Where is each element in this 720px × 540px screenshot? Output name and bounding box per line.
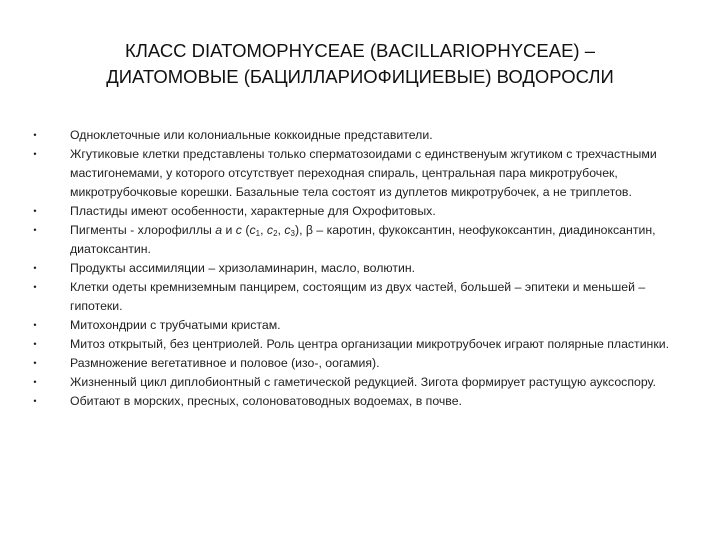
bullet-text: Клетки одеты кремниземным панцирем, состоящим из двух частей, большей – эпитеки и меньшей – гипотеки. xyxy=(70,280,646,313)
bullet-text: Обитают в морских, пресных, солоноватоводных водоемах, в почве. xyxy=(70,394,462,408)
bullet-item-unicellular xyxy=(30,126,680,145)
subscript-1: 1 xyxy=(255,229,261,238)
bullet-icon: • xyxy=(33,339,37,349)
bullet-icon: • xyxy=(33,225,37,235)
pigments-part: , xyxy=(260,223,267,237)
title-line-2: ДИАТОМОВЫЕ (БАЦИЛЛАРИОФИЦИЕВЫЕ) ВОДОРОСЛИ xyxy=(106,66,614,87)
slide-title xyxy=(40,38,680,90)
bullet-icon: • xyxy=(33,320,37,330)
bullet-item-frustule xyxy=(30,278,680,316)
bullet-text: Пластиды имеют особенности, характерные для Охрофитовых. xyxy=(70,204,436,218)
chlorophyll-c2: с xyxy=(266,223,274,237)
bullet-icon: • xyxy=(33,206,37,216)
bullet-list xyxy=(30,126,680,411)
chlorophyll-c1: с xyxy=(249,223,256,237)
chlorophyll-c3: с xyxy=(284,223,291,237)
bullet-text: Митоз открытый, без центриолей. Роль центра организации микротрубочек играют полярные пластинки. xyxy=(70,337,670,351)
bullet-text: Жгутиковые клетки представлены только сперматозоидами с единственуым жгутиком с трехчастными мастигонемами, у которого отсутствует переходная спираль, центральная пара микротрубочек, микротрубочковые корешки. Базальные тела состоят из дуплетов микротрубочек, а не триплетов. xyxy=(70,147,657,199)
pigments-part: и xyxy=(222,223,236,237)
subscript-2: 2 xyxy=(273,229,278,238)
bullet-icon: • xyxy=(33,282,37,292)
bullet-text xyxy=(70,223,656,256)
bullet-text: Жизненный цикл диплобионтный с гаметической редукцией. Зигота формирует растущую ауксоспору. xyxy=(70,375,656,389)
bullet-item-plastids xyxy=(30,202,680,221)
bullet-icon: • xyxy=(33,149,37,159)
bullet-text: Размножение вегетативное и половое (изо-, оогамия). xyxy=(70,356,380,370)
bullet-text: Митохондрии с трубчатыми кристам. xyxy=(70,318,281,332)
bullet-item-flagellate-cells xyxy=(30,145,680,202)
bullet-item-mitochondria xyxy=(30,316,680,335)
bullet-item-mitosis xyxy=(30,335,680,354)
bullet-icon: • xyxy=(33,358,37,368)
bullet-item-pigments xyxy=(30,221,680,259)
bullet-item-reproduction xyxy=(30,354,680,373)
bullet-text: Продукты ассимиляции – хризоламинарин, масло, волютин. xyxy=(70,261,416,275)
bullet-icon: • xyxy=(33,130,37,140)
bullet-text: Одноклеточные или колониальные коккоидные представители. xyxy=(70,128,433,142)
bullet-icon: • xyxy=(33,396,37,406)
bullet-icon: • xyxy=(33,263,37,273)
bullet-icon: • xyxy=(33,377,37,387)
bullet-item-life-cycle xyxy=(30,373,680,392)
pigments-part: ), β – каротин, фукоксантин, неофукоксантин, диадиноксантин, диатоксантин. xyxy=(70,223,656,256)
title-line-1: КЛАСС DIATOMOPHYCEAE (BACILLARIOPHYCEAE) – xyxy=(124,40,596,61)
pigments-part: , xyxy=(277,223,285,237)
bullet-item-habitat xyxy=(30,392,680,411)
bullet-item-assimilation-products xyxy=(30,259,680,278)
chlorophyll-a: а xyxy=(215,223,223,237)
pigments-part: ( xyxy=(241,223,250,237)
subscript-3: 3 xyxy=(290,229,295,238)
pigments-part: Пигменты - хлорофиллы xyxy=(70,223,216,237)
chlorophyll-c: с xyxy=(235,223,242,237)
